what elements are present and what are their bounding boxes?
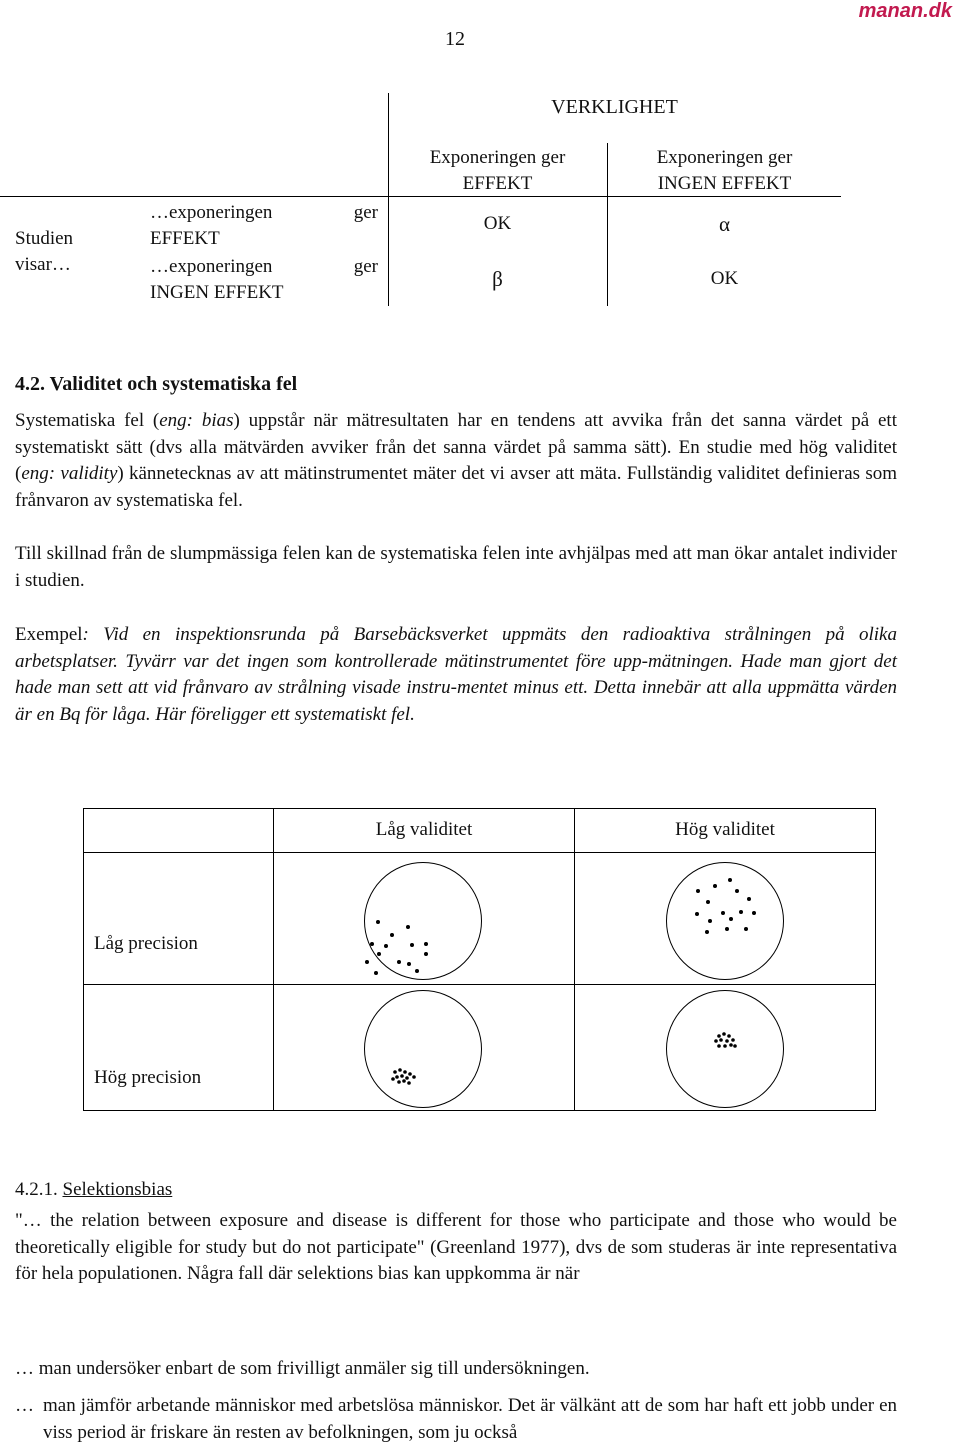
list-item: … man undersöker enbart de som frivilligt anmäler sig till undersökningen. xyxy=(15,1358,590,1379)
cell-beta: β xyxy=(492,267,503,291)
list-item: man jämför arbetande människor med arbetslösa människor. Det är välkänt att de som har haft ett jobb under en viss period är friskare än resten av befolkningen, som ju också xyxy=(43,1395,897,1443)
figure-label-low-precision: Låg precision xyxy=(94,933,198,954)
table-header-reality: VERKLIGHET xyxy=(551,96,678,118)
cell-alpha: α xyxy=(718,212,730,236)
paragraph-example: Exempel: Vid en inspektionsrunda på Barsebäcksverket uppmäts den radioaktiva strålningen på olika arbetsplatser. Tyvärr var det ingen som kontrollerade mätinstrumentet före upp-mätningen. Hade man gjort det hade man sett att vid frånvaro av strålning visade instru-mentet minus ett. Detta innebär att alla uppmätta värden är en Bq för låga. Här föreligger ett systematiskt fel. xyxy=(15,624,897,725)
figure-label-low-validity: Låg validitet xyxy=(375,819,473,840)
list-item-marker: … xyxy=(15,1395,34,1416)
paragraph-random-vs-systematic: Till skillnad från de slumpmässiga felen kan de systematiska felen inte avhjälpas med att man ökar antalet individer i studien. xyxy=(15,543,897,591)
figure-label-high-validity: Hög validitet xyxy=(675,819,775,840)
row-label-no-effect: …exponeringen ger INGEN EFFEKT xyxy=(150,256,378,303)
cell-ok: OK xyxy=(483,213,512,234)
subsection-heading: 4.2.1. Selektionsbias xyxy=(15,1179,173,1200)
section-heading: 4.2. Validitet och systematiska fel xyxy=(15,373,298,395)
paragraph-selection-bias: "… the relation between exposure and disease is different for those who participate and those who would be theoretically eligible for study but do not participate" (Greenland 1977), dvs de som studeras är inte representativa för hela populationen. Några fall där selektions bias kan uppkomma är när xyxy=(15,1210,897,1284)
page-number: 12 xyxy=(445,28,465,50)
site-logo[interactable]: manan.dk xyxy=(858,0,952,22)
paragraph-bias: Systematiska fel (eng: bias) uppstår när mätresultaten har en tendens att avvika från det sanna värdet på ett systematiskt sätt (dvs alla mätvärden avviker från det sanna värdet på samma sätt). En studie med hög validitet (eng: validity) kännetecknas av att mätinstrumentet mäter det vi avser att mäta. Fullständig validitet definieras som frånvaron av systematiska fel. xyxy=(15,410,897,511)
col-header-no-effect: Exponeringen ger INGEN EFFEKT xyxy=(656,147,793,194)
col-header-effect: Exponeringen ger EFFEKT xyxy=(429,147,566,194)
row-header-study-shows: Studien visar… xyxy=(15,228,74,275)
cell-ok: OK xyxy=(710,268,739,289)
figure-label-high-precision: Hög precision xyxy=(94,1067,202,1088)
row-label-effect: …exponeringen ger EFFEKT xyxy=(150,202,378,249)
